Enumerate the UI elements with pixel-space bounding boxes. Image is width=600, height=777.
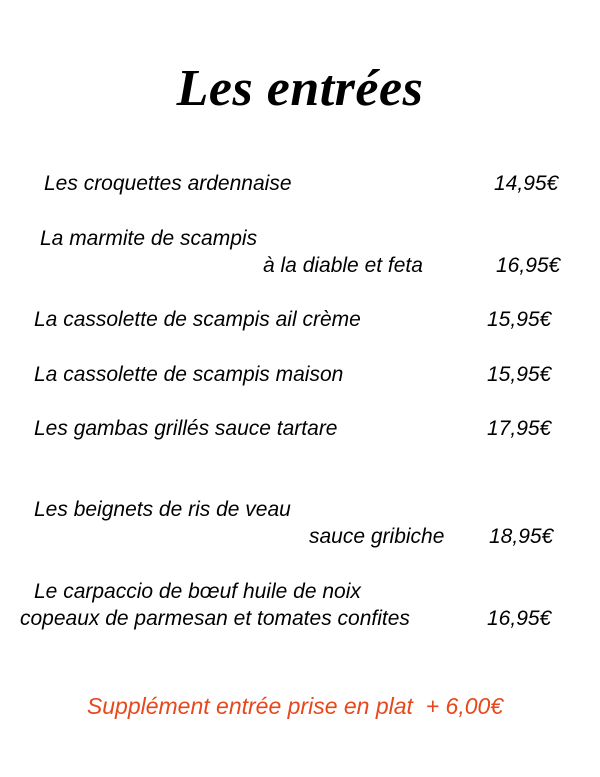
item-subline: copeaux de parmesan et tomates confites [20,607,410,630]
item-price: 17,95€ [487,417,552,440]
item-price: 15,95€ [487,363,552,386]
item-name: La marmite de scampis [40,227,258,250]
item-price: 14,95€ [494,172,559,195]
item-price: 15,95€ [487,308,552,331]
supplement-note: Supplément entrée prise en plat + 6,00€ [86,693,504,719]
item-price: 16,95€ [487,607,552,630]
item-name: Les gambas grillés sauce tartare [34,417,338,440]
item-name: La cassolette de scampis maison [34,363,344,386]
item-name: Les croquettes ardennaise [44,172,292,195]
item-subline: à la diable et feta [263,254,423,277]
item-name: Le carpaccio de bœuf huile de noix [34,580,361,603]
item-price: 18,95€ [489,525,554,548]
item-price: 16,95€ [496,254,561,277]
page-title: Les entrées [176,60,424,117]
item-name: La cassolette de scampis ail crème [34,308,361,331]
item-name: Les beignets de ris de veau [34,498,291,521]
item-subline: sauce gribiche [309,525,445,548]
